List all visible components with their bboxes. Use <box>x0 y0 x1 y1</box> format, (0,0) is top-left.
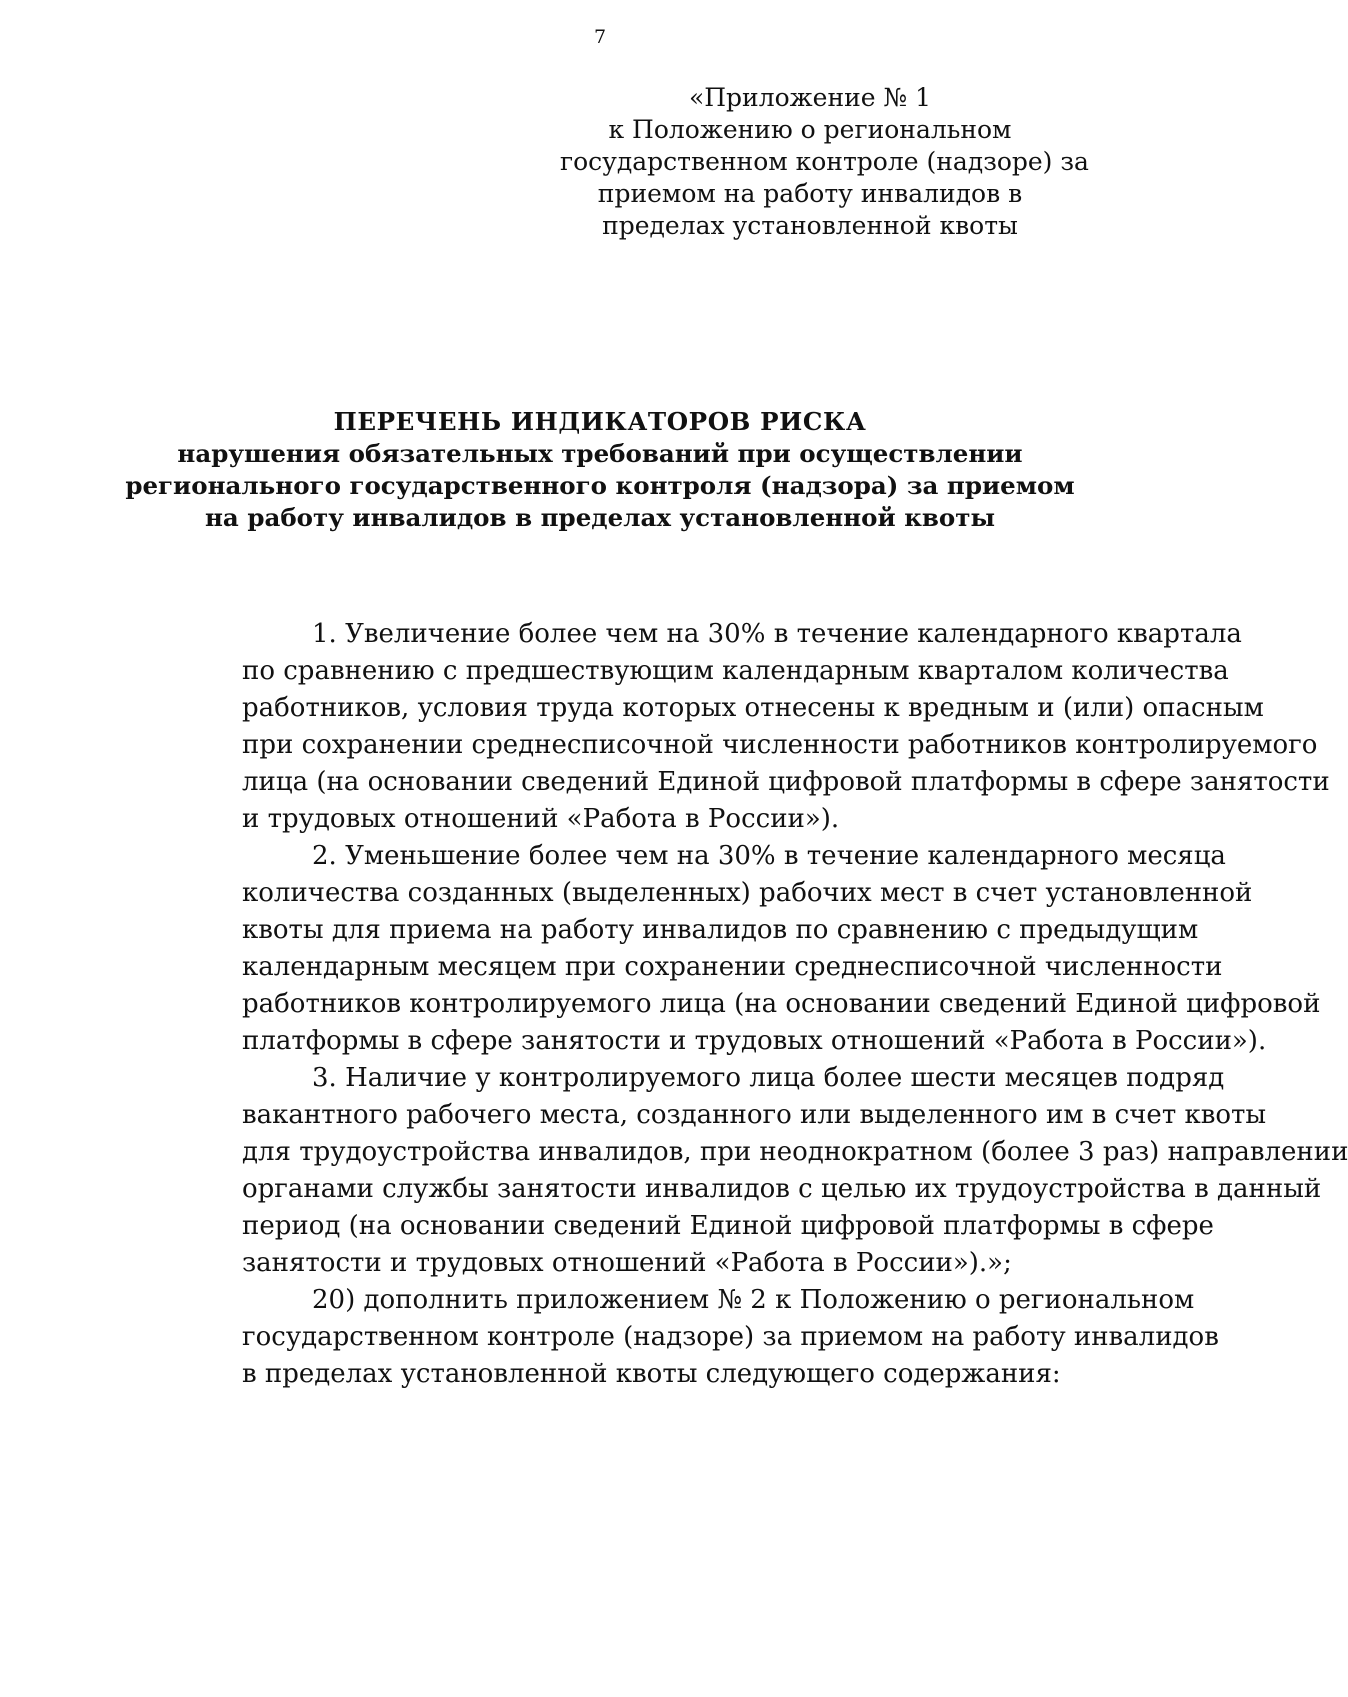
paragraph-line: при сохранении среднесписочной численности работников контролируемого <box>242 730 1318 760</box>
heading-title: ПЕРЕЧЕНЬ ИНДИКАТОРОВ РИСКА <box>333 407 867 436</box>
paragraph-line: период (на основании сведений Единой цифровой платформы в сфере <box>242 1211 1214 1241</box>
paragraph-line: календарным месяцем при сохранении среднесписочной численности <box>242 952 1223 982</box>
appendix-line: пределах установленной квоты <box>602 211 1018 240</box>
paragraph-line: платформы в сфере занятости и трудовых отношений «Работа в России»). <box>242 1026 1267 1056</box>
paragraph-line: вакантного рабочего места, созданного или выделенного им в счет квоты <box>242 1100 1267 1130</box>
heading-subtitle-line: на работу инвалидов в пределах установленной квоты <box>204 503 996 532</box>
paragraph-line: для трудоустройства инвалидов, при неоднократном (более 3 раз) направлении <box>242 1137 1348 1167</box>
paragraph-3 <box>172 1060 1348 1282</box>
appendix-line: государственном контроле (надзоре) за <box>560 147 1089 176</box>
paragraph-2 <box>172 838 1321 1060</box>
paragraph-line: 1. Увеличение более чем на 30% в течение календарного квартала <box>312 619 1242 649</box>
document-heading <box>0 406 1200 534</box>
paragraph-line: 2. Уменьшение более чем на 30% в течение календарного месяца <box>312 841 1226 871</box>
heading-subtitle-line: нарушения обязательных требований при осуществлении <box>177 439 1023 468</box>
paragraph-line: органами службы занятости инвалидов с целью их трудоустройства в данный <box>242 1174 1322 1204</box>
paragraph-line: квоты для приема на работу инвалидов по сравнению с предыдущим <box>242 915 1199 945</box>
paragraph-line: работников, условия труда которых отнесены к вредным и (или) опасным <box>242 693 1264 723</box>
paragraph-line: по сравнению с предшествующим календарным кварталом количества <box>242 656 1229 686</box>
paragraph-1 <box>172 616 1330 838</box>
paragraph-4 <box>172 1282 1219 1393</box>
appendix-note <box>560 82 1089 242</box>
paragraph-line: занятости и трудовых отношений «Работа в России»).»; <box>242 1248 1012 1278</box>
paragraph-line: 20) дополнить приложением № 2 к Положению о региональном <box>312 1285 1195 1315</box>
paragraph-line: и трудовых отношений «Работа в России»). <box>242 804 840 834</box>
heading-subtitle-line: регионального государственного контроля (надзора) за приемом <box>125 471 1075 500</box>
appendix-line: приемом на работу инвалидов в <box>597 179 1023 208</box>
paragraph-line: количества созданных (выделенных) рабочих мест в счет установленной <box>242 878 1253 908</box>
paragraph-line: лица (на основании сведений Единой цифровой платформы в сфере занятости <box>242 767 1330 797</box>
paragraph-line: в пределах установленной квоты следующего содержания: <box>242 1359 1061 1389</box>
document-body <box>172 616 1348 1393</box>
paragraph-line: государственном контроле (надзоре) за приемом на работу инвалидов <box>242 1322 1219 1352</box>
page-number: 7 <box>593 26 607 48</box>
paragraph-line: работников контролируемого лица (на основании сведений Единой цифровой <box>242 989 1321 1019</box>
appendix-line: к Положению о региональном <box>608 115 1012 144</box>
appendix-line: «Приложение № 1 <box>688 83 932 112</box>
paragraph-line: 3. Наличие у контролируемого лица более шести месяцев подряд <box>312 1063 1225 1093</box>
